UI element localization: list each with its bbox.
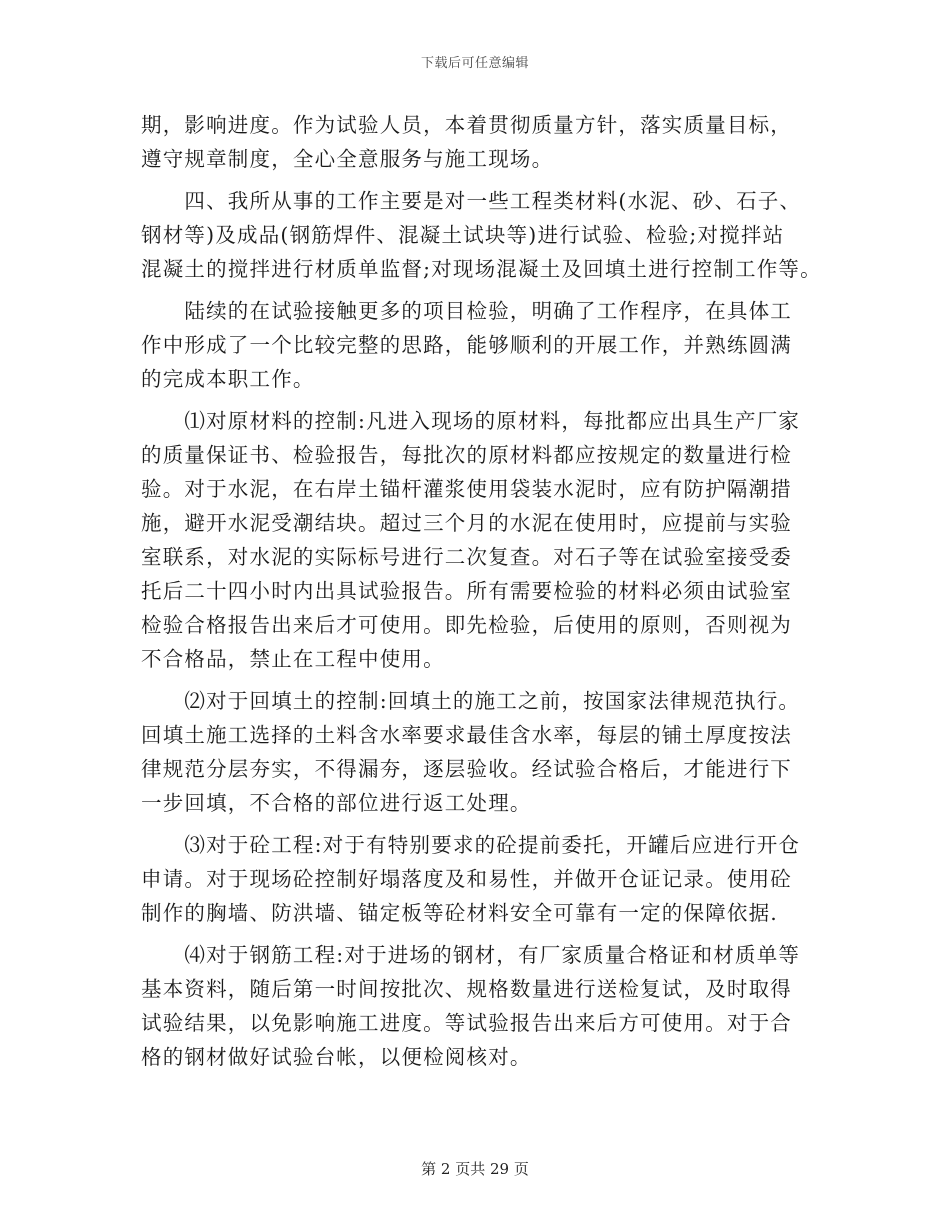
text-line: 的质量保证书、检验报告，每批次的原材料都应按规定的数量进行检 <box>141 443 792 467</box>
text-line: 的完成本职工作。 <box>141 367 315 391</box>
text-line: 期，影响进度。作为试验人员，本着贯彻质量方针，落实质量目标， <box>141 113 792 137</box>
text-line: 陆续的在试验接触更多的项目检验，明确了工作程序，在具体工 <box>141 299 792 323</box>
page-header: 下载后可任意编辑 <box>420 56 529 71</box>
text-line: 施，避开水泥受潮结块。超过三个月的水泥在使用时，应提前与实验 <box>141 511 792 535</box>
text-line: 四、我所从事的工作主要是对一些工程类材料(水泥、砂、石子、 <box>141 189 802 213</box>
text-line: 一步回填，不合格的部位进行返工处理。 <box>141 791 532 815</box>
paragraph <box>141 828 821 930</box>
text-line: ⑶对于砼工程:对于有特别要求的砼提前委托，开罐后应进行开仓 <box>141 833 801 857</box>
text-line: 回填土施工选择的土料含水率要求最佳含水率，每层的铺土厚度按法 <box>141 723 792 747</box>
text-line: 作中形成了一个比较完整的思路，能够顺利的开展工作，并熟练圆满 <box>141 333 792 357</box>
text-line: 律规范分层夯实，不得漏夯，逐层验收。经试验合格后，才能进行下 <box>141 757 792 781</box>
body-text <box>141 108 821 1074</box>
text-line: 制作的胸墙、防洪墙、锚定板等砼材料安全可靠有一定的保障依据. <box>141 901 779 925</box>
paragraph <box>141 404 821 676</box>
paragraph <box>141 684 821 820</box>
text-line: 检验合格报告出来后才可使用。即先检验，后使用的原则，否则视为 <box>141 613 792 637</box>
text-line: 试验结果，以免影响施工进度。等试验报告出来后方可使用。对于合 <box>141 1011 792 1035</box>
text-line: 混凝土的搅拌进行材质单监督;对现场混凝土及回填土进行控制工作等。 <box>141 257 822 281</box>
text-line: 验。对于水泥，在右岸土锚杆灌浆使用袋装水泥时，应有防护隔潮措 <box>141 477 792 501</box>
paragraph <box>141 938 821 1074</box>
text-line: 室联系，对水泥的实际标号进行二次复查。对石子等在试验室接受委 <box>141 545 792 569</box>
text-line: ⑵对于回填土的控制:回填土的施工之前，按国家法律规范执行。 <box>141 689 801 713</box>
text-line: 托后二十四小时内出具试验报告。所有需要检验的材料必须由试验室 <box>141 579 792 603</box>
text-line: 钢材等)及成品(钢筋焊件、混凝土试块等)进行试验、检验;对搅拌站 <box>141 223 785 247</box>
page-footer: 第 2 页共 29 页 <box>421 1160 529 1178</box>
text-line: 格的钢材做好试验台帐，以便检阅核对。 <box>141 1045 532 1069</box>
text-line: ⑷对于钢筋工程:对于进场的钢材，有厂家质量合格证和材质单等 <box>141 943 801 967</box>
text-line: 申请。对于现场砼控制好塌落度及和易性，并做开仓证记录。使用砼 <box>141 867 792 891</box>
paragraph <box>141 294 821 396</box>
paragraph <box>141 184 821 286</box>
text-line: ⑴对原材料的控制:凡进入现场的原材料，每批都应出具生产厂家 <box>141 409 801 433</box>
text-line: 不合格品，禁止在工程中使用。 <box>141 647 445 671</box>
paragraph <box>141 108 821 176</box>
text-line: 遵守规章制度，全心全意服务与施工现场。 <box>141 147 554 171</box>
text-line: 基本资料，随后第一时间按批次、规格数量进行送检复试，及时取得 <box>141 977 792 1001</box>
